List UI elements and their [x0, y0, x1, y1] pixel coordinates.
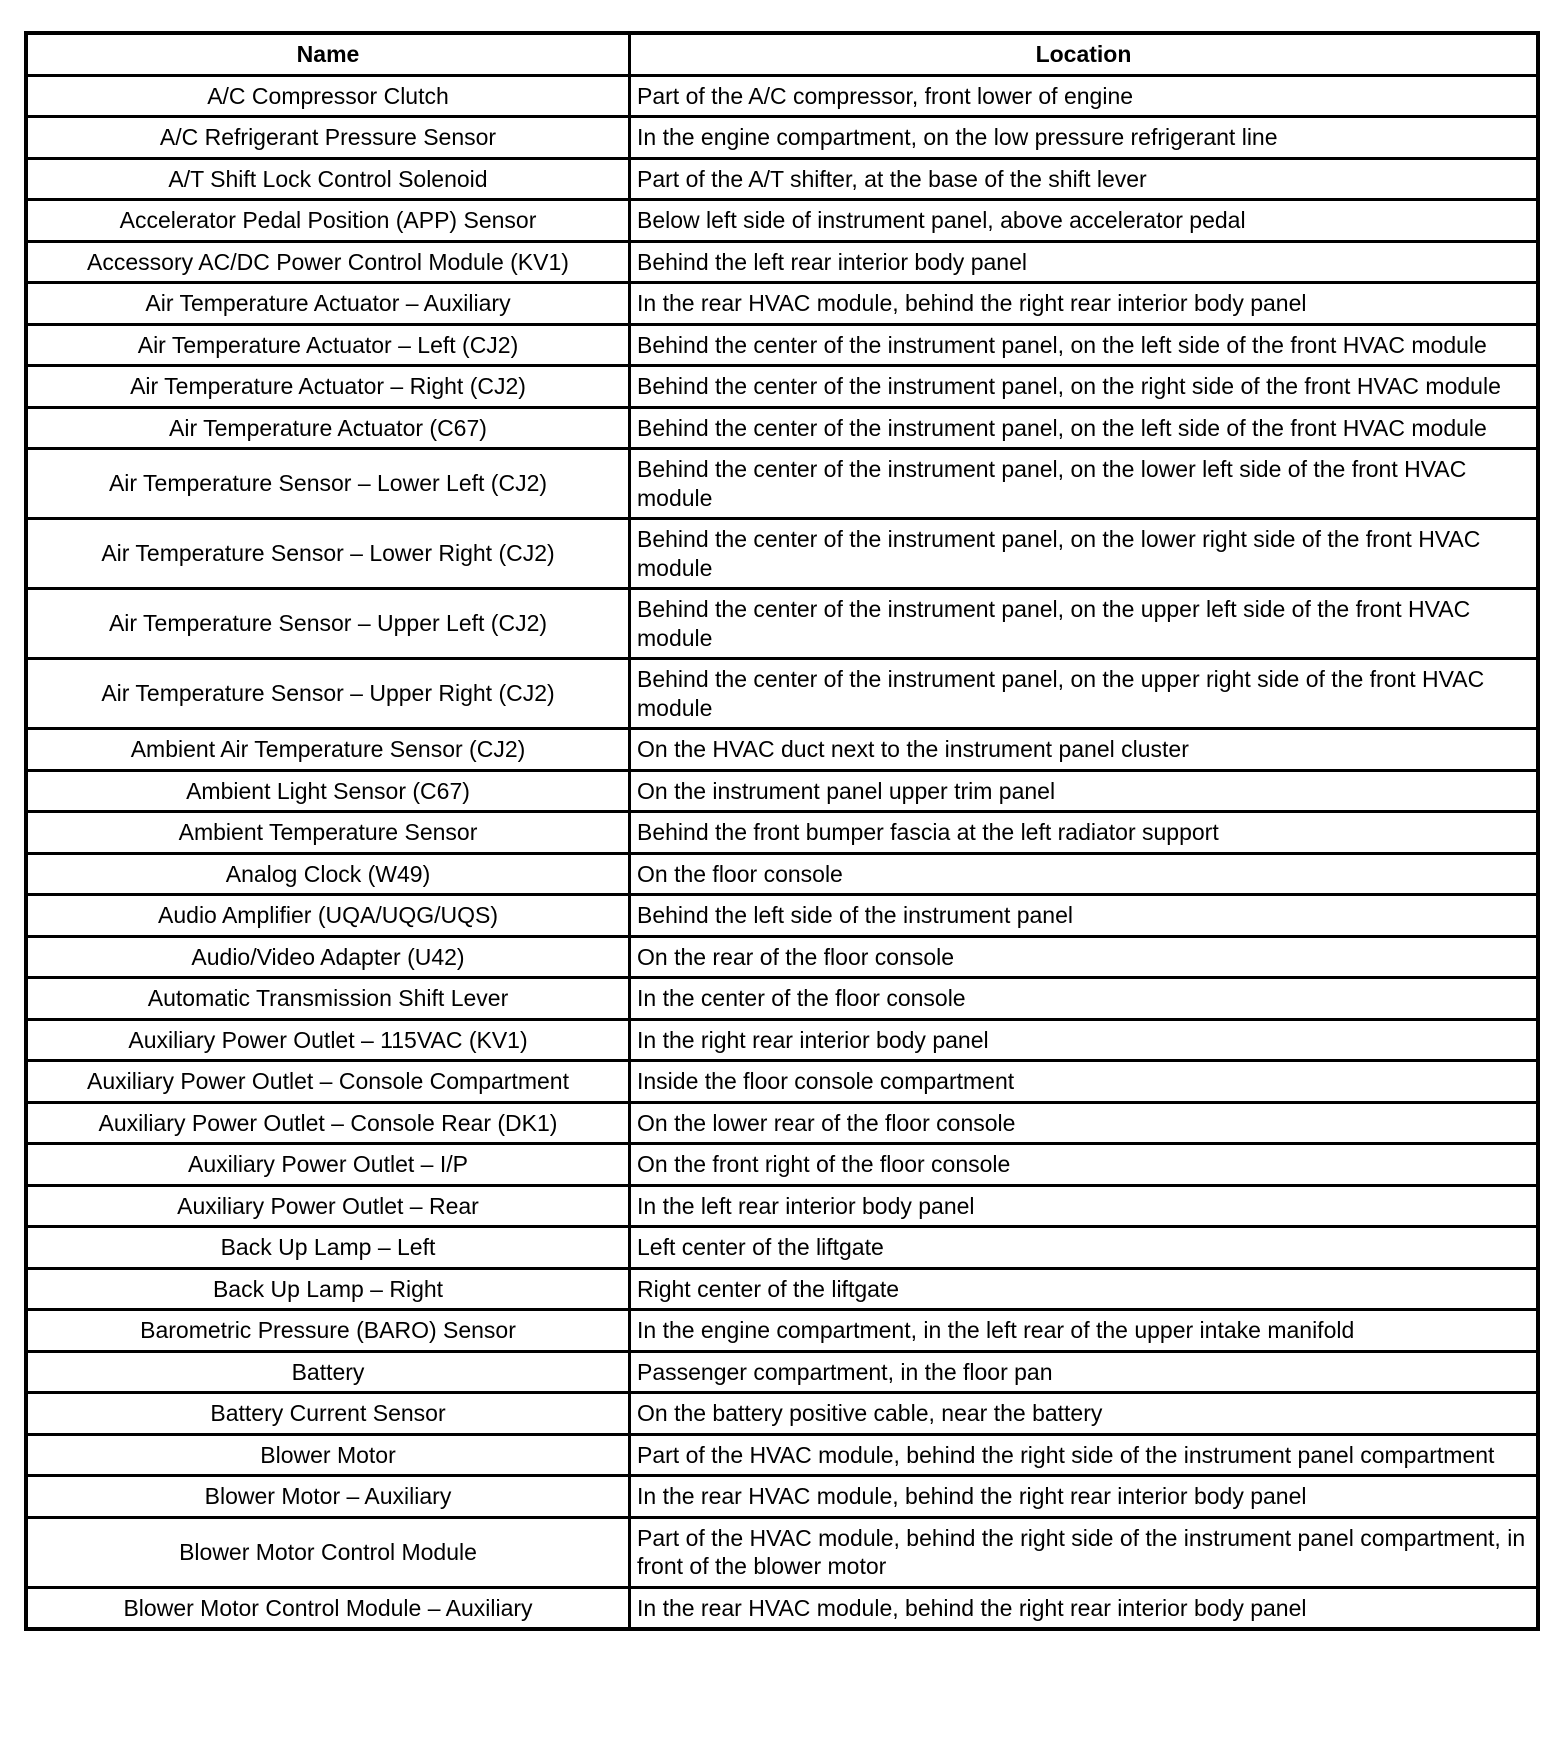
component-location-cell: Behind the center of the instrument panel, on the lower right side of the front HVAC module [630, 519, 1539, 589]
component-location-cell: Part of the HVAC module, behind the right side of the instrument panel compartment [630, 1434, 1539, 1476]
table-row [26, 1102, 1538, 1144]
component-name-cell: Blower Motor – Auxiliary [26, 1476, 630, 1518]
table-row [26, 1310, 1538, 1352]
component-name-cell: Blower Motor Control Module [26, 1517, 630, 1587]
table-row [26, 729, 1538, 771]
table-row [26, 812, 1538, 854]
table-row [26, 1144, 1538, 1186]
component-name-cell: Audio Amplifier (UQA/UQG/UQS) [26, 895, 630, 937]
component-name-cell: A/C Refrigerant Pressure Sensor [26, 117, 630, 159]
table-row [26, 75, 1538, 117]
table-row [26, 1227, 1538, 1269]
component-location-cell: Behind the left rear interior body panel [630, 241, 1539, 283]
component-name-cell: Ambient Temperature Sensor [26, 812, 630, 854]
table-row [26, 117, 1538, 159]
table-row [26, 324, 1538, 366]
table-row [26, 449, 1538, 519]
component-location-cell: Behind the center of the instrument panel, on the lower left side of the front HVAC module [630, 449, 1539, 519]
table-row [26, 770, 1538, 812]
table-row [26, 1185, 1538, 1227]
component-name-cell: Battery [26, 1351, 630, 1393]
component-location-cell: On the rear of the floor console [630, 936, 1539, 978]
component-location-cell: Behind the center of the instrument panel, on the left side of the front HVAC module [630, 407, 1539, 449]
component-location-cell: Part of the A/T shifter, at the base of the shift lever [630, 158, 1539, 200]
component-location-cell: In the engine compartment, in the left rear of the upper intake manifold [630, 1310, 1539, 1352]
component-location-cell: Right center of the liftgate [630, 1268, 1539, 1310]
component-location-cell: In the left rear interior body panel [630, 1185, 1539, 1227]
table-header-row [26, 33, 1538, 75]
table-row [26, 895, 1538, 937]
component-location-cell: Behind the center of the instrument panel, on the upper right side of the front HVAC module [630, 659, 1539, 729]
component-name-cell: Blower Motor Control Module – Auxiliary [26, 1587, 630, 1629]
component-location-cell: On the battery positive cable, near the battery [630, 1393, 1539, 1435]
component-name-cell: Audio/Video Adapter (U42) [26, 936, 630, 978]
component-name-cell: Auxiliary Power Outlet – Rear [26, 1185, 630, 1227]
table-row [26, 1517, 1538, 1587]
table-row [26, 659, 1538, 729]
component-location-cell: In the right rear interior body panel [630, 1019, 1539, 1061]
table-row [26, 1393, 1538, 1435]
component-name-cell: A/T Shift Lock Control Solenoid [26, 158, 630, 200]
component-name-cell: Barometric Pressure (BARO) Sensor [26, 1310, 630, 1352]
component-name-cell: Air Temperature Sensor – Lower Left (CJ2) [26, 449, 630, 519]
component-location-cell: Left center of the liftgate [630, 1227, 1539, 1269]
component-location-cell: Behind the center of the instrument panel, on the right side of the front HVAC module [630, 366, 1539, 408]
component-name-cell: Ambient Air Temperature Sensor (CJ2) [26, 729, 630, 771]
component-name-cell: Battery Current Sensor [26, 1393, 630, 1435]
component-location-cell: Part of the HVAC module, behind the right side of the instrument panel compartment, in front of the blower motor [630, 1517, 1539, 1587]
component-location-cell: On the HVAC duct next to the instrument panel cluster [630, 729, 1539, 771]
table-row [26, 241, 1538, 283]
component-name-cell: Auxiliary Power Outlet – I/P [26, 1144, 630, 1186]
component-name-cell: Automatic Transmission Shift Lever [26, 978, 630, 1020]
component-name-cell: Air Temperature Sensor – Upper Left (CJ2) [26, 589, 630, 659]
component-location-cell: On the front right of the floor console [630, 1144, 1539, 1186]
table-row [26, 936, 1538, 978]
component-name-cell: Auxiliary Power Outlet – Console Rear (DK1) [26, 1102, 630, 1144]
component-location-cell: Behind the front bumper fascia at the left radiator support [630, 812, 1539, 854]
table-row [26, 283, 1538, 325]
component-location-cell: In the engine compartment, on the low pressure refrigerant line [630, 117, 1539, 159]
table-row [26, 853, 1538, 895]
table-row [26, 1268, 1538, 1310]
component-location-cell: Inside the floor console compartment [630, 1061, 1539, 1103]
component-name-cell: Accelerator Pedal Position (APP) Sensor [26, 200, 630, 242]
column-header-name: Name [26, 33, 630, 75]
component-location-cell: Behind the center of the instrument panel, on the upper left side of the front HVAC module [630, 589, 1539, 659]
table-row [26, 589, 1538, 659]
component-location-cell: Behind the center of the instrument panel, on the left side of the front HVAC module [630, 324, 1539, 366]
table-row [26, 519, 1538, 589]
component-name-cell: Air Temperature Actuator – Left (CJ2) [26, 324, 630, 366]
component-location-cell: In the rear HVAC module, behind the right rear interior body panel [630, 1476, 1539, 1518]
component-name-cell: Analog Clock (W49) [26, 853, 630, 895]
table-row [26, 158, 1538, 200]
component-name-cell: Back Up Lamp – Right [26, 1268, 630, 1310]
component-name-cell: Back Up Lamp – Left [26, 1227, 630, 1269]
component-location-cell: Behind the left side of the instrument panel [630, 895, 1539, 937]
table-row [26, 1476, 1538, 1518]
component-location-cell: Below left side of instrument panel, above accelerator pedal [630, 200, 1539, 242]
table-row [26, 1019, 1538, 1061]
table-row [26, 200, 1538, 242]
component-name-cell: Auxiliary Power Outlet – 115VAC (KV1) [26, 1019, 630, 1061]
table-row [26, 978, 1538, 1020]
table-row [26, 1434, 1538, 1476]
component-name-cell: Air Temperature Actuator (C67) [26, 407, 630, 449]
component-location-cell: Passenger compartment, in the floor pan [630, 1351, 1539, 1393]
component-name-cell: Auxiliary Power Outlet – Console Compartment [26, 1061, 630, 1103]
component-location-cell: Part of the A/C compressor, front lower of engine [630, 75, 1539, 117]
component-name-cell: Air Temperature Actuator – Auxiliary [26, 283, 630, 325]
table-row [26, 366, 1538, 408]
component-location-cell: In the rear HVAC module, behind the right rear interior body panel [630, 283, 1539, 325]
component-location-cell: On the instrument panel upper trim panel [630, 770, 1539, 812]
component-name-cell: Ambient Light Sensor (C67) [26, 770, 630, 812]
column-header-location: Location [630, 33, 1539, 75]
component-location-cell: In the rear HVAC module, behind the right rear interior body panel [630, 1587, 1539, 1629]
component-name-cell: Air Temperature Sensor – Lower Right (CJ2) [26, 519, 630, 589]
component-location-cell: On the lower rear of the floor console [630, 1102, 1539, 1144]
component-name-cell: Air Temperature Actuator – Right (CJ2) [26, 366, 630, 408]
component-name-cell: Blower Motor [26, 1434, 630, 1476]
table-row [26, 1061, 1538, 1103]
component-location-cell: On the floor console [630, 853, 1539, 895]
table-row [26, 407, 1538, 449]
component-name-cell: A/C Compressor Clutch [26, 75, 630, 117]
component-name-cell: Accessory AC/DC Power Control Module (KV1) [26, 241, 630, 283]
component-location-table [24, 31, 1540, 1631]
table-row [26, 1351, 1538, 1393]
component-name-cell: Air Temperature Sensor – Upper Right (CJ2) [26, 659, 630, 729]
table-row [26, 1587, 1538, 1629]
component-location-cell: In the center of the floor console [630, 978, 1539, 1020]
